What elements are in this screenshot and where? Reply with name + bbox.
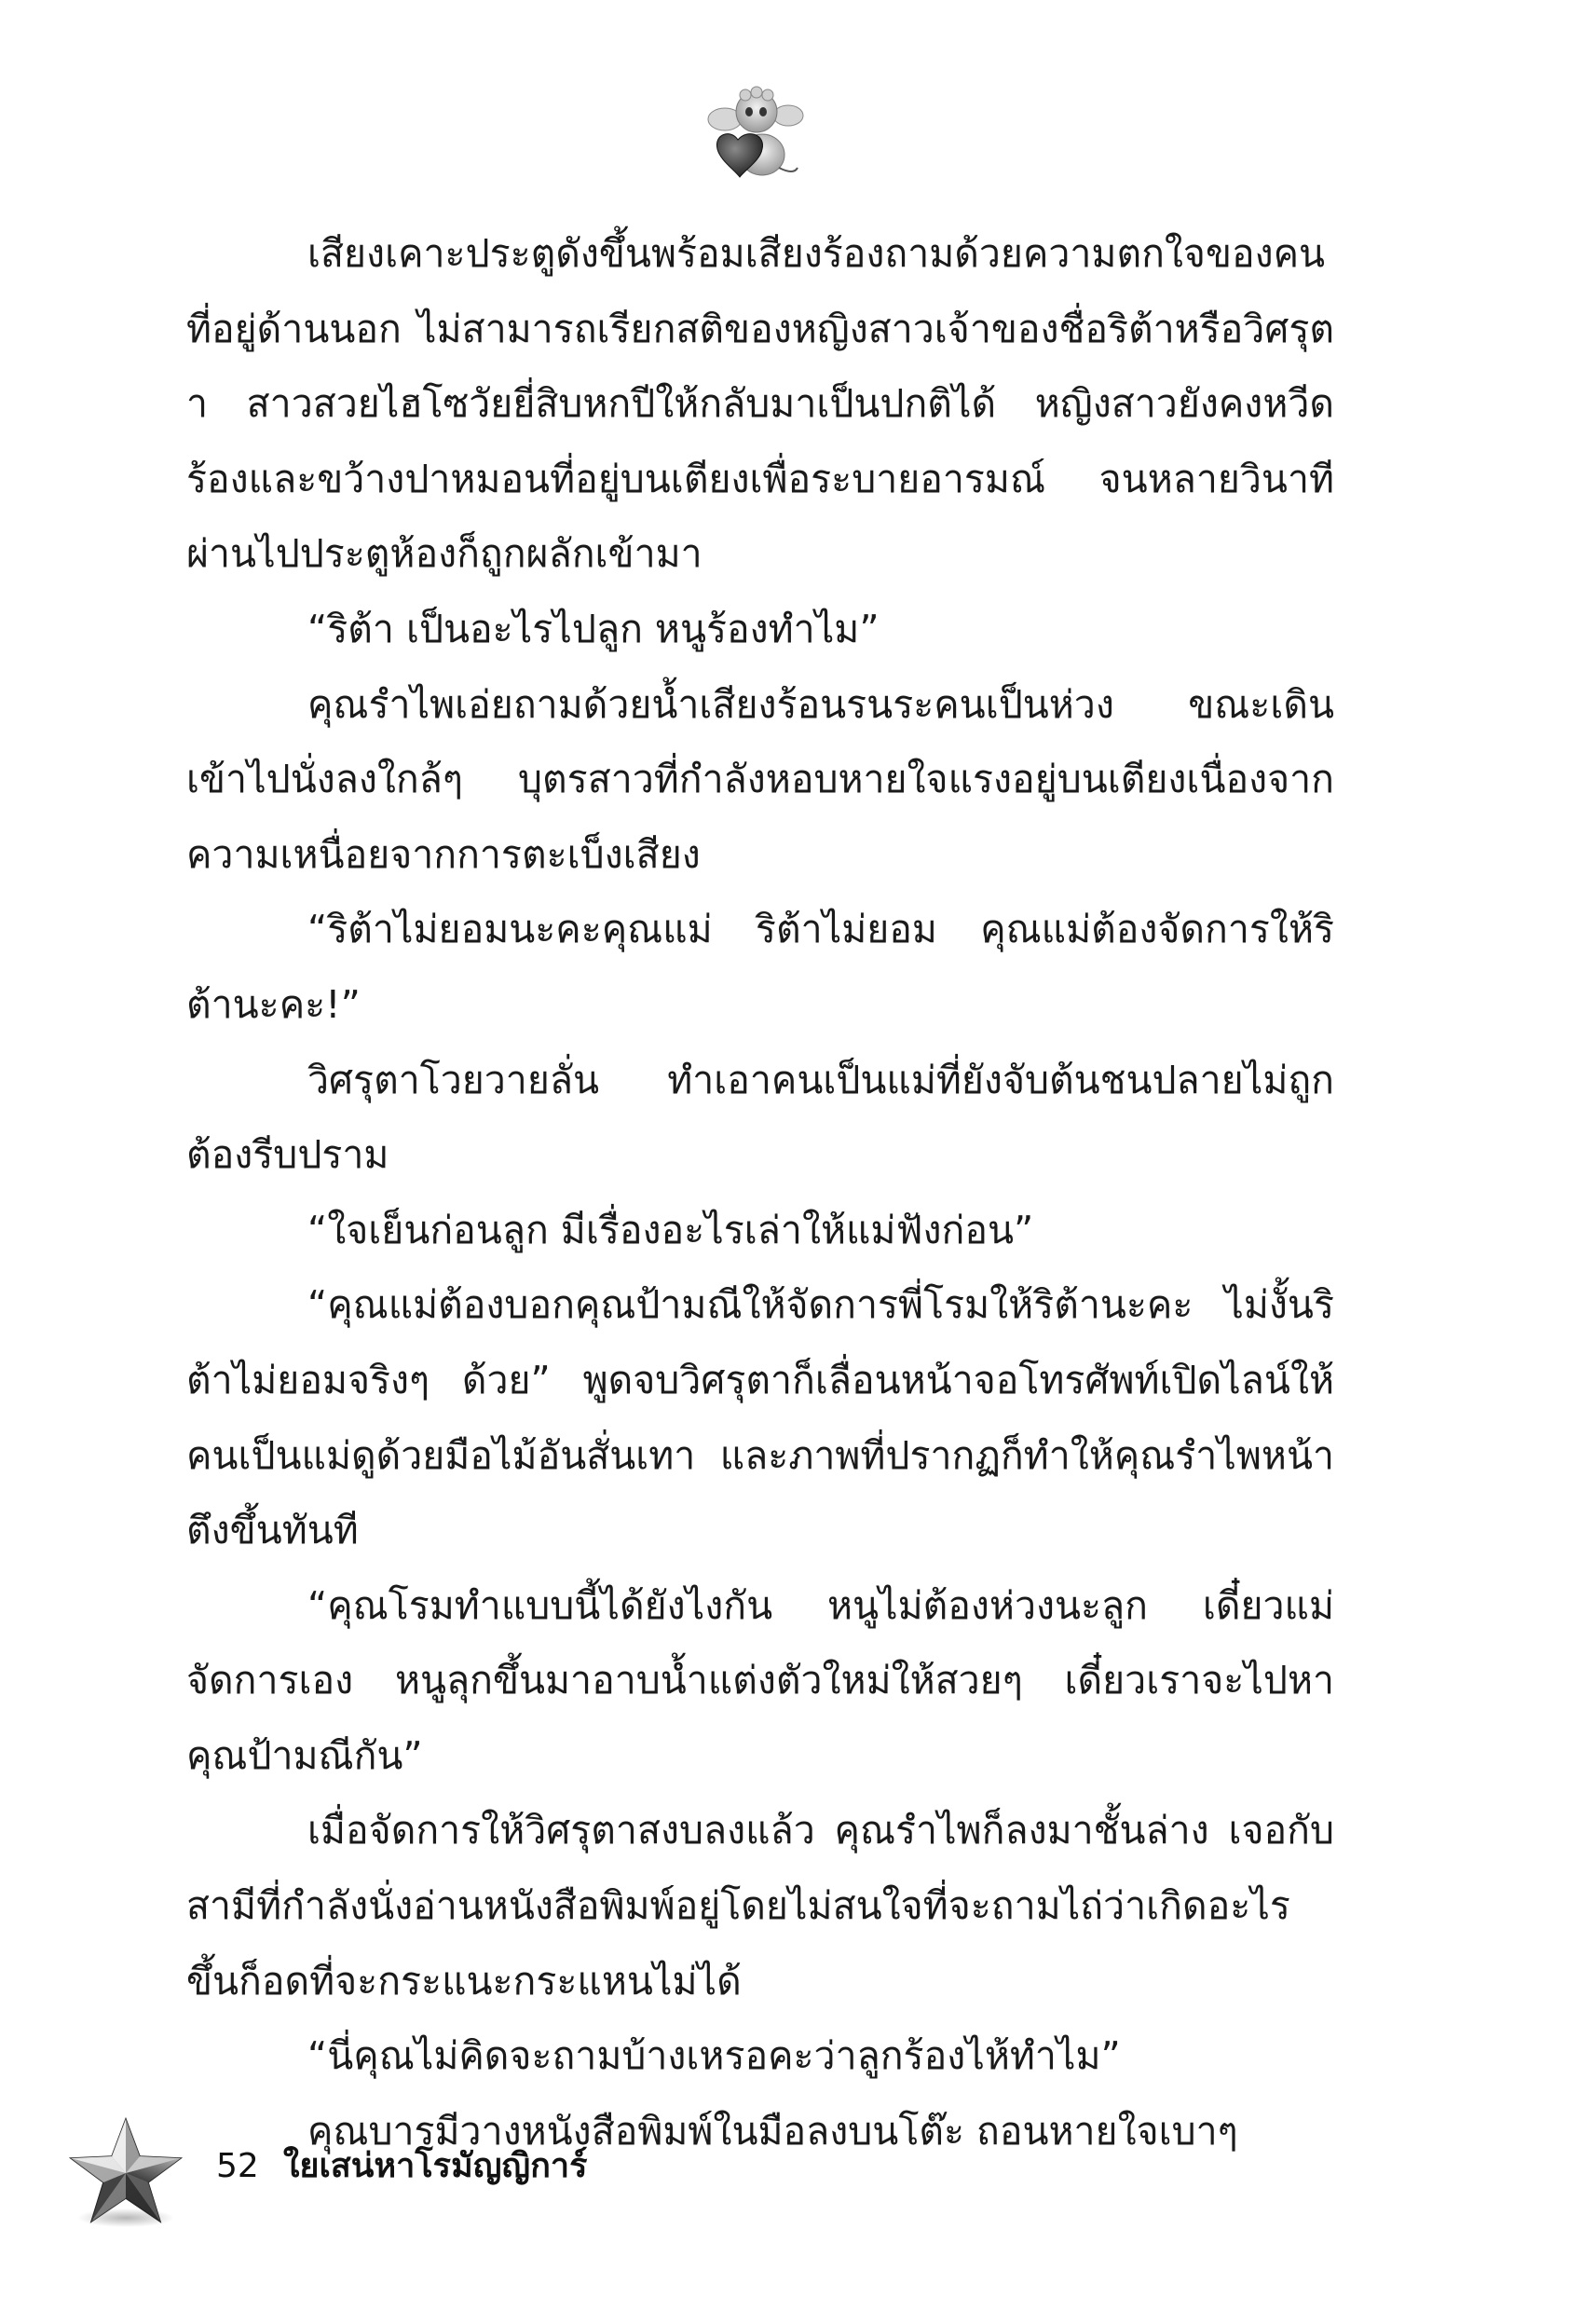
page-footer <box>216 2143 587 2190</box>
paragraph: คุณบารมีวางหนังสือพิมพ์ในมือลงบนโต๊ะ ถอนหายใจเบาๆ <box>307 2108 1238 2154</box>
page-number: 52 <box>216 2147 259 2185</box>
book-title: ใยเสน่หาโรมัญญิการ์ <box>282 2147 588 2185</box>
paragraph: เสียงเคาะประตูดังขึ้นพร้อมเสียงร้องถามด้วยความตกใจของคนที่อยู่ด้านนอก ไม่สามารถเรียกสติของหญิงสาวเจ้าของชื่อริต้าหรือวิศรุตา สาวสวยไฮโซวัยยี่สิบหกปีให้กลับมาเป็นปกติได้ หญิงสาวยังคงหวีดร้องและขว้างปาหมอนที่อยู่บนเตียงเพื่อระบายอารมณ์ จนหลายวินาทีผ่านไปประตูห้องก็ถูกผลักเข้ามา <box>186 231 1334 577</box>
story-body <box>186 216 1334 2168</box>
paragraph: คุณรำไพเอ่ยถามด้วยน้ำเสียงร้อนรนระคนเป็นห่วง ขณะเดินเข้าไปนั่งลงใกล้ๆ บุตรสาวที่กำลังหอบหายใจแรงอยู่บนเตียงเนื่องจากความเหนื่อยจากการตะเบ็งเสียง <box>186 681 1334 877</box>
dialogue-paragraph: “คุณแม่ต้องบอกคุณป้ามณีให้จัดการพี่โรมให้ริต้านะคะ ไม่งั้นริต้าไม่ยอมจริงๆ ด้วย” พูดจบวิศรุตาก็เลื่อนหน้าจอโทรศัพท์เปิดไลน์ให้คนเป็นแม่ดูด้วยมือไม้อันสั่นเทา และภาพที่ปรากฏก็ทำให้คุณรำไพหน้าตึงขึ้นทันที <box>186 1282 1334 1553</box>
dialogue-paragraph: “นี่คุณไม่คิดจะถามบ้างเหรอคะว่าลูกร้องไห้ทำไม” <box>307 2033 1121 2079</box>
dialogue-paragraph: “คุณโรมทำแบบนี้ได้ยังไงกัน หนูไม่ต้องห่วงนะลูก เดี๋ยวแม่จัดการเอง หนูลุกขึ้นมาอาบน้ำแต่งตัวใหม่ให้สวยๆ เดี๋ยวเราจะไปหาคุณป้ามณีกัน” <box>186 1582 1334 1778</box>
paragraph: วิศรุตาโวยวายลั่น ทำเอาคนเป็นแม่ที่ยังจับต้นชนปลายไม่ถูกต้องรีบปราม <box>186 1057 1334 1178</box>
paragraph: เมื่อจัดการให้วิศรุตาสงบลงแล้ว คุณรำไพก็ลงมาชั้นล่าง เจอกับสามีที่กำลังนั่งอ่านหนังสือพิมพ์อยู่โดยไม่สนใจที่จะถามไถ่ว่าเกิดอะไรขึ้นก็อดที่จะกระแนะกระแหนไม่ได้ <box>186 1808 1334 2003</box>
dialogue-paragraph: “ริต้าไม่ยอมนะคะคุณแม่ ริต้าไม่ยอม คุณแม่ต้องจัดการให้ริต้านะคะ!” <box>186 907 1334 1027</box>
dialogue-paragraph: “ริต้า เป็นอะไรไปลูก หนูร้องทำไม” <box>307 606 880 651</box>
cupid-with-heart-icon <box>704 82 807 185</box>
star-icon <box>65 2113 186 2235</box>
dialogue-paragraph: “ใจเย็นก่อนลูก มีเรื่องอะไรเล่าให้แม่ฟังก่อน” <box>307 1207 1034 1252</box>
